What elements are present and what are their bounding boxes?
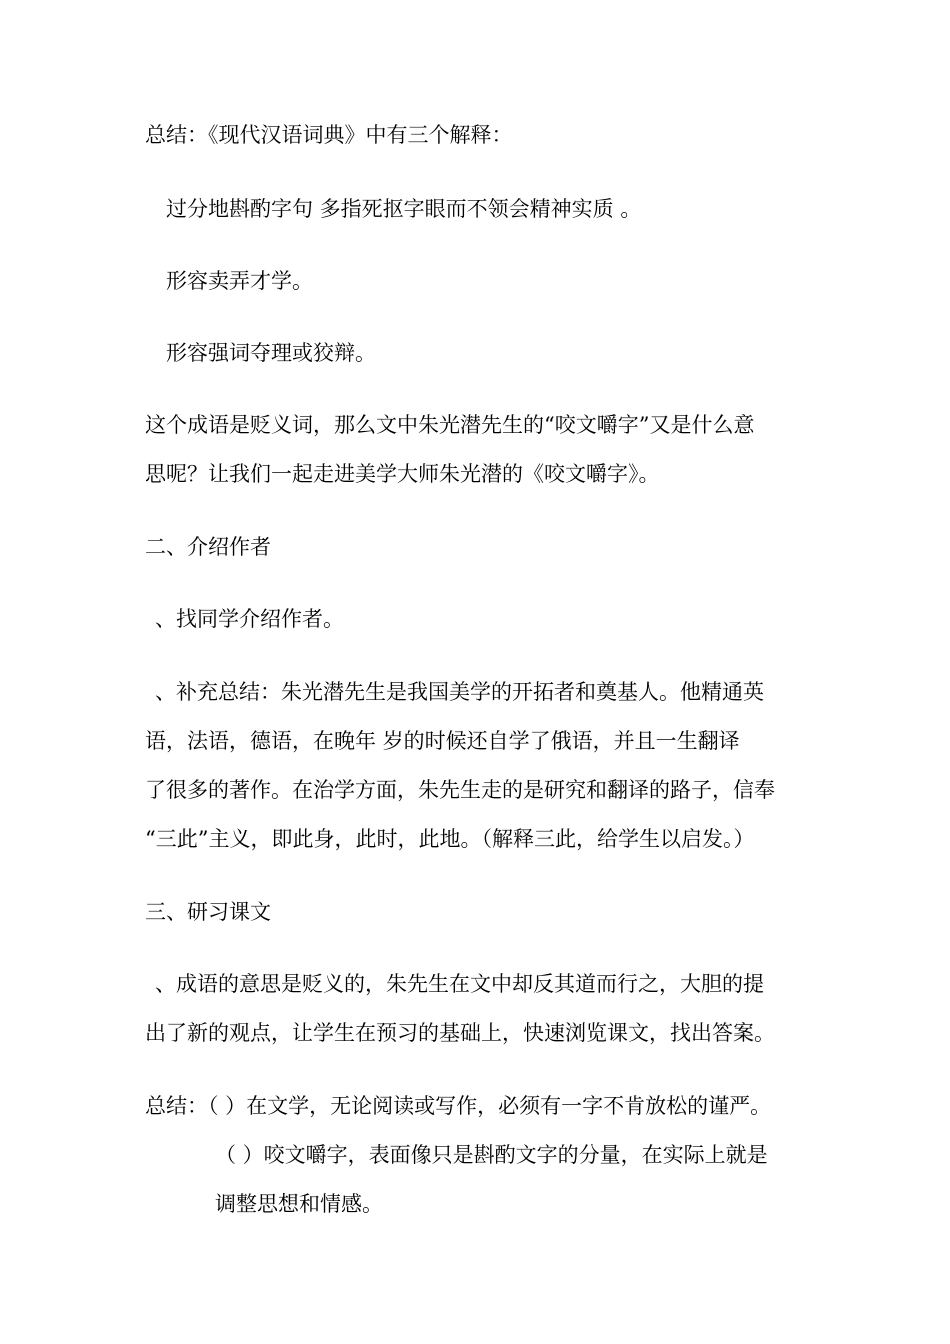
- paragraph-line: 思呢？让我们一起走进美学大师朱光潜的《咬文嚼字》。: [145, 462, 660, 486]
- paragraph-line: 出了新的观点，让学生在预习的基础上，快速浏览课文，找出答案。: [145, 1021, 775, 1045]
- paragraph-line: 这个成语是贬义词，那么文中朱光潜先生的“咬文嚼字”又是什么意: [145, 413, 755, 437]
- definition-2: 形容卖弄才学。: [166, 269, 313, 293]
- list-item: 、找同学介绍作者。: [155, 607, 344, 631]
- paragraph-line: “三此”主义，即此身，此时，此地。（解释三此，给学生以启发。）: [145, 827, 755, 851]
- definition-3: 形容强词夺理或狡辩。: [166, 341, 376, 365]
- summary-line: （ ）咬文嚼字，表面像只是斟酌文字的分量，在实际上就是: [215, 1143, 768, 1167]
- summary-line: 总结：（ ）在文学，无论阅读或写作，必须有一字不肯放松的谨严。: [145, 1094, 772, 1118]
- paragraph-line: 了很多的著作。在治学方面，朱先生走的是研究和翻译的路子，信奉: [145, 778, 775, 802]
- section-heading-3: 三、研习课文: [145, 900, 271, 924]
- definition-1: 过分地斟酌字句 多指死抠字眼而不领会精神实质 。: [166, 197, 642, 221]
- section-heading-2: 二、介绍作者: [145, 535, 271, 559]
- paragraph-line: 、补充总结：朱光潜先生是我国美学的开拓者和奠基人。他精通英: [155, 680, 764, 704]
- paragraph-line: 、成语的意思是贬义的，朱先生在文中却反其道而行之，大胆的提: [155, 972, 764, 996]
- summary-line: 调整思想和情感。: [215, 1192, 383, 1216]
- summary-heading: 总结：《现代汉语词典》中有三个解释：: [145, 123, 513, 147]
- paragraph-line: 语，法语，德语，在晚年 岁的时候还自学了俄语，并且一生翻译: [145, 729, 740, 753]
